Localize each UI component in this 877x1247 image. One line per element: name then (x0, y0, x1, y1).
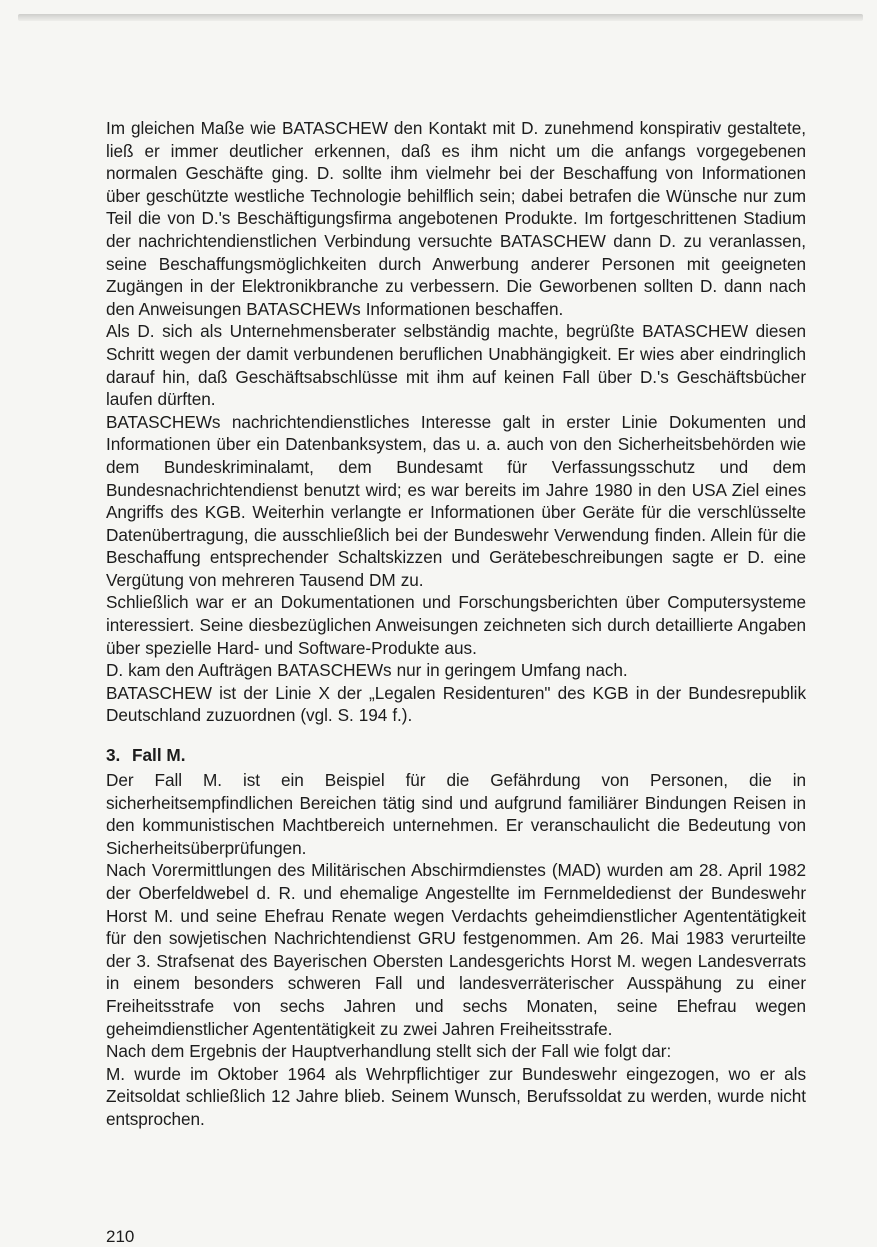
section-number: 3. (106, 745, 121, 766)
page-body (106, 117, 806, 1131)
paragraph: Schließlich war er an Dokumentationen und Forschungsberichten über Computersysteme interessiert. Seine diesbezüglichen Anweisungen zeichneten sich durch detaillierte Angaben über spezielle Hard- und Software-Produkte aus. (106, 592, 806, 658)
paragraph: Nach Vorermittlungen des Militärischen Abschirmdienstes (MAD) wurden am 28. April 1982 der Oberfeldwebel d. R. und ehemalige Angestellte im Fernmeldedienst der Bundeswehr Horst M. und seine Ehefrau Renate wegen Verdachts geheimdienstlicher Agententätigkeit für den sowjetischen Nachrichtendienst GRU festgenommen. Am 26. Mai 1983 verurteilte der 3. Strafsenat des Bayerischen Obersten Landesgerichts Horst M. wegen Landesverrats in einem besonders schweren Fall und landesverräterischer Ausspähung zu einer Freiheitsstrafe von sechs Jahren und sechs Monaten, seine Ehefrau wegen geheimdienstlicher Agententätigkeit zu zwei Jahren Freiheitsstrafe. (106, 860, 806, 1039)
scan-edge-shadow (18, 14, 863, 21)
page-number: 210 (106, 1227, 135, 1246)
paragraph: BATASCHEW ist der Linie X der „Legalen Residenturen" des KGB in der Bundesrepublik Deutschland zuzuordnen (vgl. S. 194 f.). (106, 682, 806, 726)
paragraph: BATASCHEWs nachrichtendienstliches Interesse galt in erster Linie Dokumenten und Informationen über ein Datenbanksystem, das u. a. auch von den Sicherheitsbehörden wie dem Bundeskriminalamt, dem Bundesamt für Verfassungsschutz und dem Bundesnachrichtendienst benutzt wird; es war bereits im Jahre 1980 in den USA Ziel eines Angriffs des KGB. Weiterhin verlangte er Informationen über Geräte für die verschlüsselte Datenübertragung, die ausschließlich bei der Bundeswehr Verwendung finden. Allein für die Beschaffung entsprechender Schaltskizzen und Gerätebeschreibungen sagte er D. eine Vergütung von mehreren Tausend DM zu. (106, 411, 806, 590)
paragraph: M. wurde im Oktober 1964 als Wehrpflichtiger zur Bundeswehr eingezogen, wo er als Zeitsoldat schließlich 12 Jahre blieb. Seinem Wunsch, Berufssoldat zu werden, wurde nicht entsprochen. (106, 1063, 806, 1129)
paragraph: D. kam den Aufträgen BATASCHEWs nur in geringem Umfang nach. (106, 660, 628, 681)
paragraph: Als D. sich als Unternehmensberater selbständig machte, begrüßte BATASCHEW diesen Schritt wegen der damit verbundenen beruflichen Unabhängigkeit. Er wies aber eindringlich darauf hin, daß Geschäftsabschlüsse mit ihm auf keinen Fall über D.'s Geschäftsbücher laufen dürften. (106, 321, 806, 410)
paragraph: Der Fall M. ist ein Beispiel für die Gefährdung von Personen, die in sicherheitsempfindlichen Bereichen tätig sind und aufgrund familiärer Bindungen Reisen in den kommunistischen Machtbereich unternehmen. Er veranschaulicht die Bedeutung von Sicherheitsüberprüfungen. (106, 770, 806, 858)
paragraph: Im gleichen Maße wie BATASCHEW den Kontakt mit D. zunehmend konspirativ gestaltete, ließ er immer deutlicher erkennen, daß es ihm nicht um die anfangs vorgegebenen normalen Geschäfte ging. D. sollte ihm vielmehr bei der Beschaffung von Informationen über geschützte westliche Technologie behilflich sein; dabei betrafen die Wünsche nur zum Teil die von D.'s Beschäftigungsfirma angebotenen Produkte. Im fortgeschrittenen Stadium der nachrichtendienstlichen Verbindung versuchte BATASCHEW dann D. zu veranlassen, seine Beschaffungsmöglichkeiten durch Anwerbung anderer Personen mit geeigneten Zugängen in der Elektronikbranche zu verbessern. Die Geworbenen sollten D. dann nach den Anweisungen BATASCHEWs Informationen beschaffen. (106, 118, 806, 319)
section-title: Fall M. (132, 745, 186, 766)
section-heading (106, 743, 806, 767)
paragraph: Nach dem Ergebnis der Hauptverhandlung stellt sich der Fall wie folgt dar: (106, 1041, 672, 1062)
